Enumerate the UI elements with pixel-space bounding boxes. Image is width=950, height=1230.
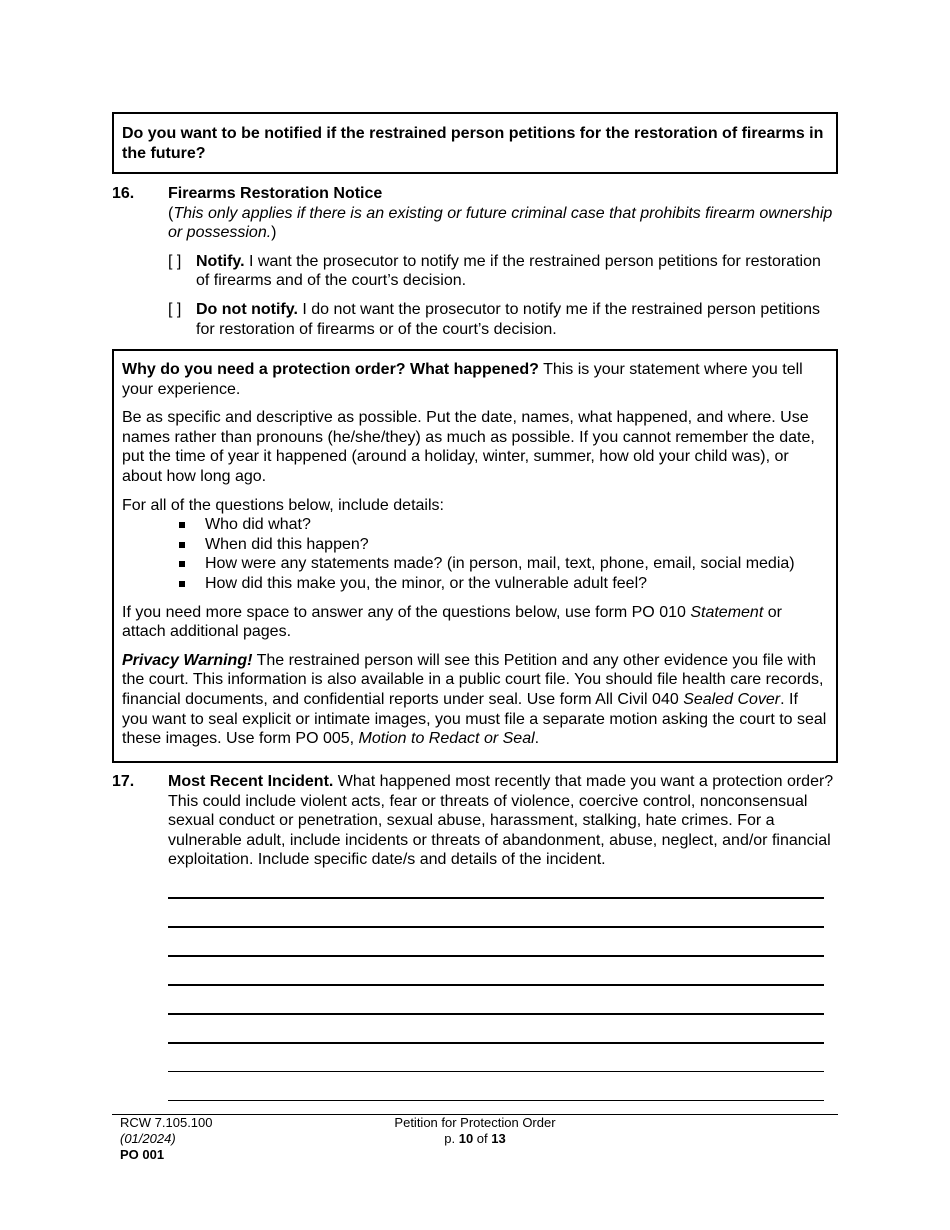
section-16-note: (This only applies if there is an existing or future criminal case that prohibits firearm ownership or possession.) [168,204,833,242]
answer-line-6[interactable] [168,1042,824,1044]
footer-form-title: Petition for Protection Order [394,1115,556,1130]
list-item: Who did what? [122,515,828,535]
detail-questions-list [122,515,828,593]
section-17-title: Most Recent Incident. [168,773,334,790]
do-not-notify-checkbox[interactable]: [ ] [168,300,182,318]
footer-center [350,1115,600,1147]
bullet-square-icon [179,561,185,567]
section-16-number: 16. [112,185,135,202]
answer-line-2[interactable] [168,926,824,928]
more-space-instructions: If you need more space to answer any of the questions below, use form PO 010 Statement or attach additional pages. [122,603,782,641]
footer-revision: (01/2024) [120,1131,176,1146]
statement-specific-instructions: Be as specific and descriptive as possible. Put the date, names, what happened, and where. Use names rather than pronouns (he/she/they) as much as possible. If you cannot remember the date, put the time of year it happened (around a holiday, winter, summer, how old your child was), or about how long ago. [122,409,815,485]
bullet-square-icon [179,522,185,528]
list-item: How were any statements made? (in person, mail, text, phone, email, social media) [122,554,828,574]
bullets-intro: For all of the questions below, include details: [122,496,444,514]
list-item: When did this happen? [122,535,828,555]
section-17-most-recent-incident [112,772,838,872]
do-not-notify-label: Do not notify. [196,300,298,318]
do-not-notify-text: I do not want the prosecutor to notify me if the restrained person petitions for restoration of firearms or of the court’s decision. [196,300,820,338]
answer-line-8[interactable] [168,1100,824,1101]
firearms-notification-question: Do you want to be notified if the restrained person petitions for the restoration of firearms in the future? [122,125,824,162]
statement-intro: Why do you need a protection order? What happened? This is your statement where you tell your experience. [122,361,803,398]
list-item: How did this make you, the minor, or the vulnerable adult feel? [122,574,828,594]
section-16-firearms-restoration [112,184,838,344]
privacy-warning-label: Privacy Warning! [122,651,253,669]
answer-line-1[interactable] [168,897,824,899]
statement-instructions-box [112,349,838,763]
statement-heading: Why do you need a protection order? What happened? [122,361,539,378]
footer-left [120,1115,213,1163]
section-17-text: Most Recent Incident. What happened most recently that made you want a protection order? This could include violent acts, fear or threats of violence, coercive control, nonconsensual sexual conduct or penetration, sexual abuse, harassment, stalking, hate crimes. For a vulnerable adult, include incidents or threats of abandonment, abuse, neglect, and/or financial exploitation. Include specific date/s and details of the incident. [168,773,834,869]
answer-line-5[interactable] [168,1013,824,1015]
bullet-square-icon [179,542,185,548]
option-do-not-notify[interactable] [168,300,838,339]
footer-statute: RCW 7.105.100 [120,1115,213,1130]
notify-text: I want the prosecutor to notify me if the restrained person petitions for restoration of firearms and of the court’s decision. [196,252,821,290]
answer-line-3[interactable] [168,955,824,957]
privacy-warning: Privacy Warning! The restrained person will see this Petition and any other evidence you file with the court. This information is also available in a public court file. You should file health care records, financial documents, and confidential reports under seal. Use form All Civil 040 Sealed Cover. If you want to seal explicit or intimate images, you must file a separate motion asking the court to seal these images. Use form PO 005, Motion to Redact or Seal. [122,651,827,748]
option-notify[interactable] [168,252,838,291]
answer-line-7[interactable] [168,1071,824,1072]
section-17-number: 17. [112,773,135,790]
footer-page-number: p. 10 of 13 [444,1131,506,1146]
firearms-notification-question-box [112,112,838,174]
section-16-title: Firearms Restoration Notice [168,185,383,202]
notify-label: Notify. [196,252,245,270]
footer-form-id: PO 001 [120,1147,165,1162]
answer-line-4[interactable] [168,984,824,986]
bullet-square-icon [179,581,185,587]
notify-checkbox[interactable]: [ ] [168,252,182,270]
